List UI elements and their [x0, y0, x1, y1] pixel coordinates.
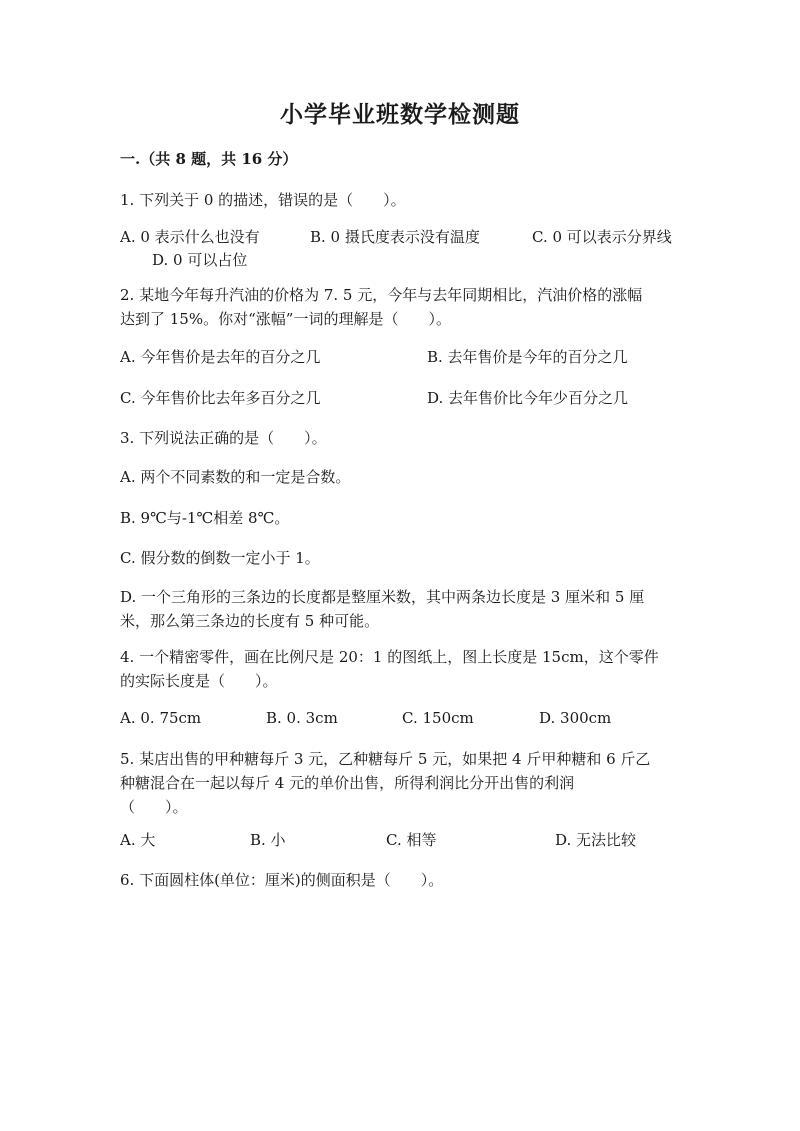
q2-option-b: B. 去年售价是今年的百分之几 [427, 348, 628, 366]
q5-option-b: B. 小 [250, 831, 286, 849]
page-title: 小学毕业班数学检测题 [280, 101, 520, 128]
question-5-stem-line-3: （ ）。 [120, 798, 188, 816]
q2-option-c: C. 今年售价比去年多百分之几 [120, 389, 321, 407]
question-5-stem-line-1: 5. 某店出售的甲种糖每斤 3 元，乙种糖每斤 5 元，如果把 4 斤甲种糖和 6 斤乙 [120, 750, 651, 768]
question-4-stem-line-1: 4. 一个精密零件，画在比例尺是 20：1 的图纸上，图上长度是 15cm，这个零件 [120, 648, 659, 666]
question-2-stem-line-2: 达到了 15%。你对“涨幅”一词的理解是（ ）。 [120, 310, 451, 328]
question-1-stem: 1. 下列关于 0 的描述，错误的是（ ）。 [120, 191, 406, 209]
q5-option-d: D. 无法比较 [555, 831, 637, 849]
q2-option-a: A. 今年售价是去年的百分之几 [120, 348, 321, 366]
question-2-stem-line-1: 2. 某地今年每升汽油的价格为 7. 5 元，今年与去年同期相比，汽油价格的涨幅 [120, 286, 643, 304]
section-header: 一.（共 8 题，共 16 分） [120, 150, 298, 168]
q1-option-a: A. 0 表示什么也没有 [120, 228, 260, 246]
q3-option-d-line-2: 米，那么第三条边的长度有 5 种可能。 [120, 612, 380, 630]
q3-option-a: A. 两个不同素数的和一定是合数。 [120, 468, 351, 486]
q4-option-a: A. 0. 75cm [120, 709, 202, 727]
q2-option-d: D. 去年售价比今年少百分之几 [427, 389, 629, 407]
question-3-stem: 3. 下列说法正确的是（ ）。 [120, 429, 327, 447]
q4-option-c: C. 150cm [402, 709, 474, 727]
q3-option-b: B. 9℃与-1℃相差 8℃。 [120, 509, 290, 527]
q4-option-b: B. 0. 3cm [266, 709, 338, 727]
q3-option-d-line-1: D. 一个三角形的三条边的长度都是整厘米数，其中两条边长度是 3 厘米和 5 厘 [120, 588, 645, 606]
question-4-stem-line-2: 的实际长度是（ ）。 [120, 672, 278, 690]
q5-option-a: A. 大 [120, 831, 156, 849]
q1-option-b: B. 0 摄氏度表示没有温度 [310, 228, 480, 246]
q1-option-d: D. 0 可以占位 [152, 251, 248, 269]
q1-option-c: C. 0 可以表示分界线 [532, 228, 672, 246]
q5-option-c: C. 相等 [386, 831, 437, 849]
q3-option-c: C. 假分数的倒数一定小于 1。 [120, 549, 320, 567]
q4-option-d: D. 300cm [539, 709, 612, 727]
question-6-stem: 6. 下面圆柱体(单位：厘米)的侧面积是（ ）。 [120, 871, 444, 889]
question-5-stem-line-2: 种糖混合在一起以每斤 4 元的单价出售，所得利润比分开出售的利润 [120, 774, 575, 792]
